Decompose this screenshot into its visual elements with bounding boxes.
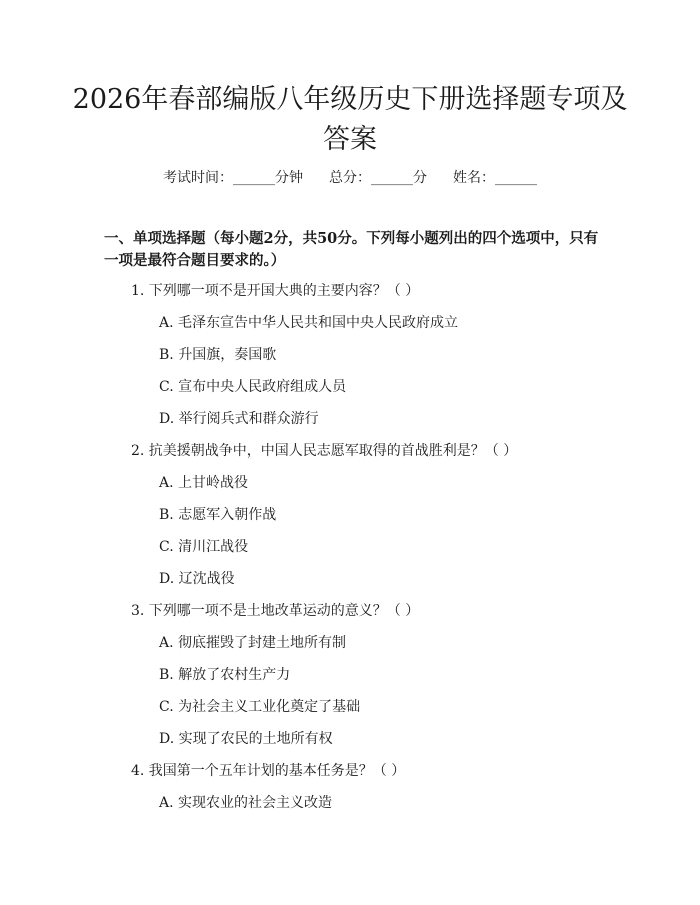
document-title: 2026年春部编版八年级历史下册选择题专项及答案 — [72, 84, 628, 155]
question-4-stem: 4. 我国第一个五年计划的基本任务是？（ ） — [131, 763, 406, 779]
question-2-option-d: D. 辽沈战役 — [159, 571, 235, 587]
question-2-option-b: B. 志愿军入朝作战 — [159, 507, 277, 523]
total-score-field: 总分：______分 — [329, 170, 427, 186]
question-1-option-d: D. 举行阅兵式和群众游行 — [159, 411, 319, 427]
question-1-option-a: A. 毛泽东宣告中华人民共和国中央人民政府成立 — [159, 315, 459, 331]
question-3-option-a: A. 彻底摧毁了封建土地所有制 — [159, 635, 347, 651]
question-3-stem: 3. 下列哪一项不是土地改革运动的意义？（ ） — [131, 603, 420, 619]
exam-time-field: 考试时间：______分钟 — [163, 170, 303, 186]
question-1-option-c: C. 宣布中央人民政府组成人员 — [159, 379, 347, 395]
question-3-option-c: C. 为社会主义工业化奠定了基础 — [159, 699, 361, 715]
question-1-stem: 1. 下列哪一项不是开国大典的主要内容？（ ） — [131, 283, 420, 299]
section-heading: 一、单项选择题（每小题2分，共50分。下列每小题列出的四个选项中，只有一项是最符合题目要求的。） — [104, 230, 599, 269]
question-3-option-d: D. 实现了农民的土地所有权 — [159, 731, 333, 747]
question-2-option-c: C. 清川江战役 — [159, 539, 249, 555]
student-name-field: 姓名：______ — [453, 170, 537, 186]
question-3-option-b: B. 解放了农村生产力 — [159, 667, 291, 683]
question-2-option-a: A. 上甘岭战役 — [159, 475, 249, 491]
question-2-stem: 2. 抗美援朝战争中，中国人民志愿军取得的首战胜利是？（ ） — [131, 443, 518, 459]
question-4-option-a: A. 实现农业的社会主义改造 — [159, 795, 333, 811]
exam-meta-line — [0, 168, 700, 188]
question-1-option-b: B. 升国旗，奏国歌 — [159, 347, 277, 363]
